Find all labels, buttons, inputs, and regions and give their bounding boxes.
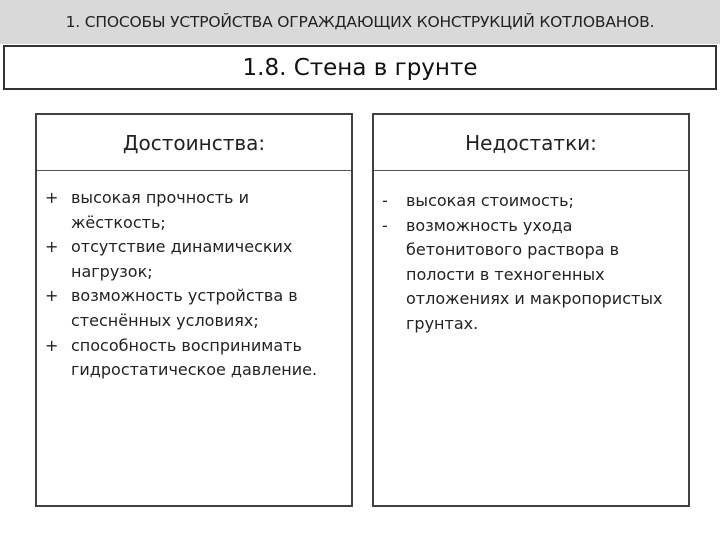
list-item xyxy=(45,235,343,284)
list-item xyxy=(45,186,343,235)
section-header xyxy=(0,0,720,44)
disadvantages-list xyxy=(374,171,688,337)
disadvantages-panel xyxy=(372,113,690,507)
plus-marker: + xyxy=(45,237,59,257)
list-item-text: способность воспринимать гидростатическое давление. xyxy=(71,335,318,380)
plus-marker: + xyxy=(45,188,59,207)
list-item xyxy=(382,214,680,337)
list-item-text: возможность ухода бетонитового раствора в полости в техногенных отложениях и макропористых грунтах. xyxy=(406,215,663,333)
list-item xyxy=(382,189,680,214)
dash-marker: - xyxy=(382,191,388,210)
list-item-text: высокая стоимость; xyxy=(406,191,574,210)
section-title: 1. СПОСОБЫ УСТРОЙСТВА ОГРАЖДАЮЩИХ КОНСТРУКЦИЙ КОТЛОВАНОВ. xyxy=(65,13,655,31)
disadvantages-heading: Недостатки: xyxy=(374,115,688,171)
list-item-text: возможность устройства в стеснённых условиях; xyxy=(71,286,298,330)
list-item-text: отсутствие динамических нагрузок; xyxy=(71,237,293,281)
list-item-text: высокая прочность и жёсткость; xyxy=(71,188,249,232)
plus-marker: + xyxy=(45,286,59,306)
subtitle-box xyxy=(3,45,717,90)
advantages-panel xyxy=(35,113,353,507)
advantages-heading: Достоинства: xyxy=(37,115,351,171)
plus-marker: + xyxy=(45,335,59,355)
list-item xyxy=(45,334,343,383)
dash-marker: - xyxy=(382,215,388,235)
advantages-list xyxy=(37,171,351,383)
subtitle: 1.8. Стена в грунте xyxy=(242,54,478,81)
list-item xyxy=(45,284,343,333)
